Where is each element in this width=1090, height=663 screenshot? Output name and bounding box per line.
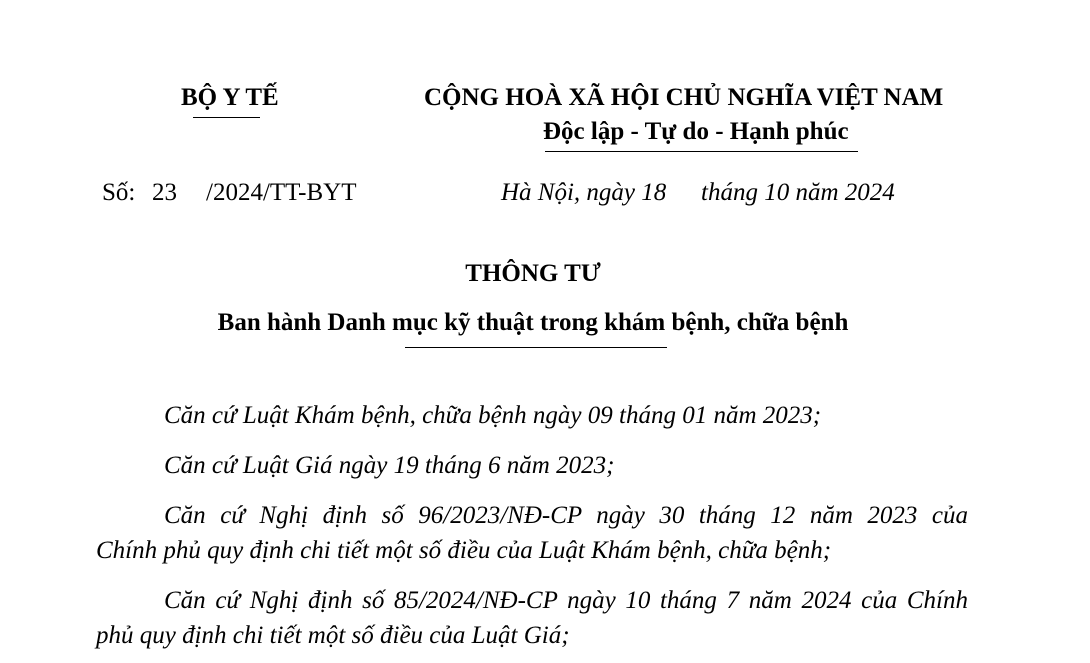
legal-basis-line: Căn cứ Luật Giá ngày 19 tháng 6 năm 2023; [164, 452, 615, 479]
national-title: CỘNG HOÀ XÃ HỘI CHỦ NGHĨA VIỆT NAM [424, 84, 944, 111]
place-date-part-2: tháng 10 năm 2024 [701, 179, 895, 206]
legal-basis-paragraph [96, 448, 968, 483]
legal-basis-line: Căn cứ Nghị định số 85/2024/NĐ-CP ngày 10 tháng 7 năm 2024 của Chính [164, 587, 968, 614]
legal-basis-paragraph [96, 583, 968, 653]
national-motto: Độc lập - Tự do - Hạnh phúc [543, 118, 849, 145]
document-subject: Ban hành Danh mục kỹ thuật trong khám bệnh, chữa bệnh [217, 309, 849, 336]
legal-basis-paragraph [96, 398, 968, 433]
agency-underline [193, 117, 260, 118]
place-and-date [501, 179, 895, 207]
place-date-part-1: Hà Nội, ngày 18 [501, 179, 667, 206]
document-number-label: Số: [102, 179, 136, 206]
document-number [102, 179, 356, 207]
document-number-suffix: /2024/TT-BYT [206, 179, 357, 206]
legal-basis-line: phủ quy định chi tiết một số điều của Luật Giá; [96, 622, 570, 649]
legal-basis-line: Căn cứ Nghị định số 96/2023/NĐ-CP ngày 30 tháng 12 năm 2023 của [164, 502, 968, 529]
issuing-agency: BỘ Y TẾ [181, 84, 279, 111]
document-number-value: 23 [152, 179, 177, 206]
motto-underline [545, 151, 858, 152]
legal-basis-line: Chính phủ quy định chi tiết một số điều của Luật Khám bệnh, chữa bệnh; [96, 537, 832, 564]
legal-basis-line: Căn cứ Luật Khám bệnh, chữa bệnh ngày 09 tháng 01 năm 2023; [164, 402, 822, 429]
legal-basis-paragraph [96, 498, 968, 568]
subject-underline [405, 347, 667, 348]
document-type-title: THÔNG TƯ [465, 260, 601, 287]
